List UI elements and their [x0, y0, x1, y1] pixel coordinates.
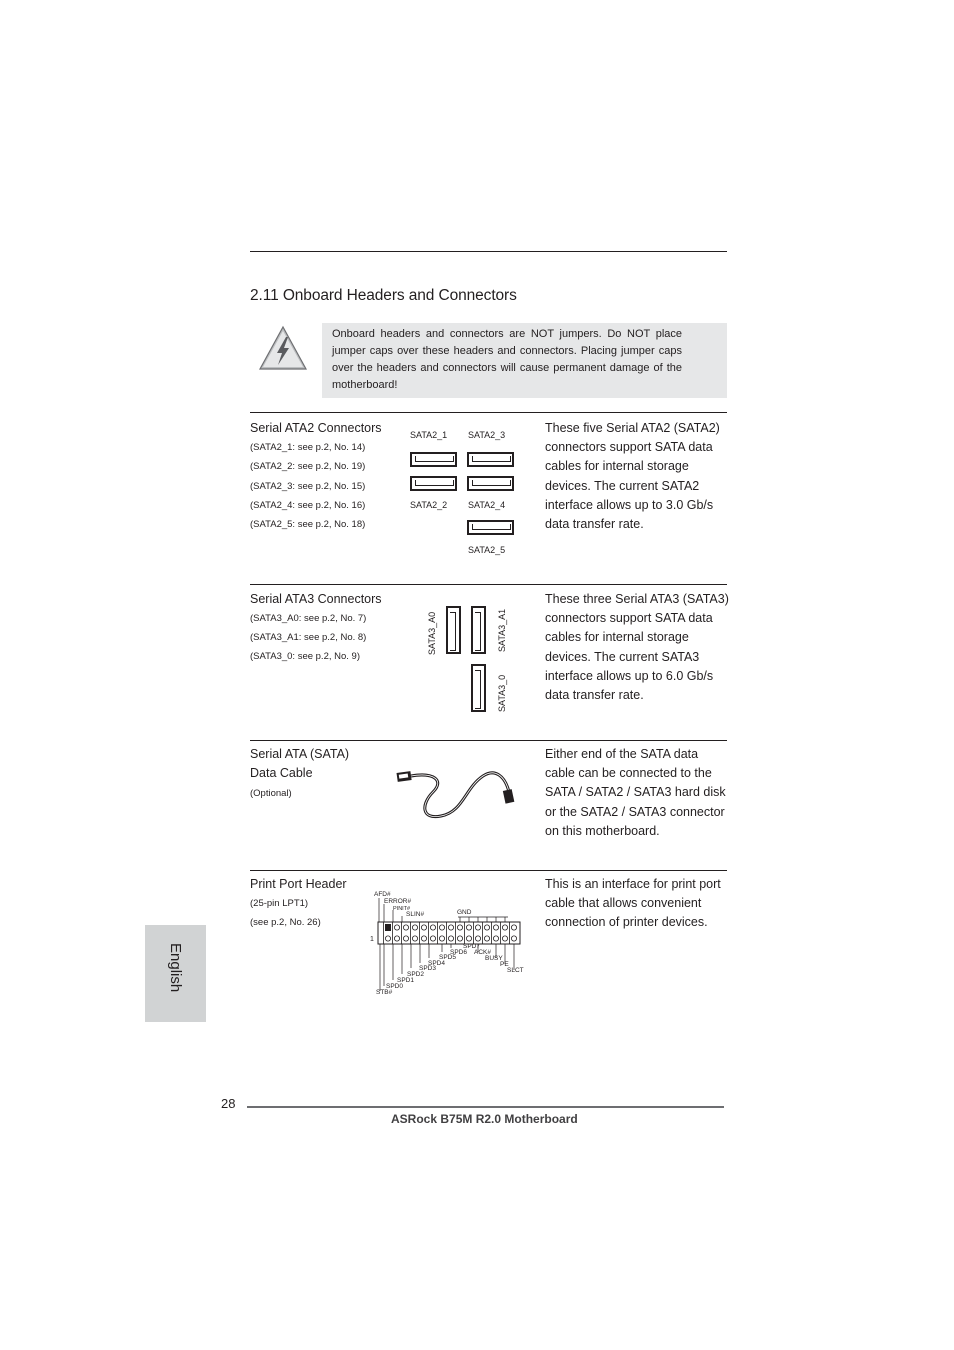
- pin-error: ERROR#: [384, 898, 412, 905]
- pin-spd2: SPD2: [407, 971, 424, 978]
- warning-text: Onboard headers and connectors are NOT jumpers. Do NOT place jumper caps over these headers and connectors. Placing jumper caps over the headers and connectors will cause permanent damage of the motherboard!: [332, 328, 682, 391]
- print-port-ref2: (see p.2, No. 26): [250, 917, 321, 928]
- pin-spd6: SPD6: [450, 949, 467, 956]
- sata3-a0-label: SATA3_A0: [427, 611, 437, 655]
- sata2-ref-4: (SATA2_4: see p.2, No. 16): [250, 500, 366, 511]
- print-port-pin-diagram: [368, 886, 528, 998]
- sata3-a1-connector: [471, 606, 486, 654]
- sata2-5-connector: [467, 520, 514, 535]
- sata3-a0-connector: [446, 606, 461, 654]
- sata3-a1-label: SATA3_A1: [497, 608, 507, 652]
- print-port-ref1: (25-pin LPT1): [250, 898, 309, 909]
- pin-spd4: SPD4: [428, 960, 445, 967]
- rule-sata3: [250, 584, 727, 585]
- warning-icon: [258, 325, 308, 371]
- sata2-4-label: SATA2_4: [468, 500, 506, 510]
- pin-one: 1: [370, 936, 374, 943]
- rule-cable: [250, 740, 727, 741]
- pin-pinit: PINIT#: [393, 906, 411, 912]
- sata2-title: Serial ATA2 Connectors: [250, 421, 382, 435]
- pin-spd5: SPD5: [439, 954, 456, 961]
- print-port-title: Print Port Header: [250, 877, 347, 891]
- pin-busy: BUSY: [485, 955, 503, 962]
- sata2-4-connector: [467, 476, 514, 491]
- language-tab: [145, 925, 206, 1022]
- pin-ack: ACK#: [474, 949, 491, 956]
- cable-description: Either end of the SATA data cable can be connected to the SATA / SATA2 / SATA3 hard disk or the SATA2 / SATA3 connector on this motherboard.: [545, 747, 726, 838]
- pin-spd1: SPD1: [397, 977, 414, 984]
- print-port-description: This is an interface for print port cable that allows convenient connection of printer devices.: [545, 877, 721, 930]
- sata2-5-label: SATA2_5: [468, 545, 506, 555]
- sata2-ref-5: (SATA2_5: see p.2, No. 18): [250, 519, 366, 530]
- sata2-3-label: SATA2_3: [468, 430, 506, 440]
- page-number: 28: [221, 1096, 236, 1111]
- section-title: 2.11 Onboard Headers and Connectors: [250, 287, 517, 304]
- sata3-ref-a0: (SATA3_A0: see p.2, No. 7): [250, 613, 367, 624]
- top-rule: [250, 251, 727, 252]
- sata2-3-connector: [467, 452, 514, 467]
- rule-sata2: [250, 412, 727, 413]
- footer-title: ASRock B75M R2.0 Motherboard: [391, 1112, 578, 1126]
- cable-title-line1: Serial ATA (SATA): [250, 747, 350, 761]
- sata2-1-label: SATA2_1: [410, 430, 448, 440]
- sata2-ref-2: (SATA2_2: see p.2, No. 19): [250, 461, 366, 472]
- sata2-2-label: SATA2_2: [410, 500, 448, 510]
- pin-afd: AFD#: [374, 891, 391, 898]
- pin-pe: PE: [500, 961, 509, 968]
- sata3-0-connector: [471, 664, 486, 712]
- pin-slct: SLCT: [507, 967, 524, 974]
- sata2-ref-3: (SATA2_3: see p.2, No. 15): [250, 481, 366, 492]
- sata3-ref-a1: (SATA3_A1: see p.2, No. 8): [250, 632, 367, 643]
- cable-note: (Optional): [250, 788, 292, 799]
- sata2-1-connector: [410, 452, 457, 467]
- sata3-title: Serial ATA3 Connectors: [250, 592, 382, 606]
- sata2-description: These five Serial ATA2 (SATA2) connectors support SATA data cables for internal storage devices. The current SATA2 interface allows up to 3.0 Gb/s data transfer rate.: [545, 421, 720, 532]
- language-tab-label: English: [167, 943, 184, 993]
- sata3-0-label: SATA3_0: [497, 674, 507, 712]
- warning-box: [250, 323, 727, 398]
- pin-gnd: GND: [457, 909, 472, 916]
- sata-cable-image: [393, 758, 518, 820]
- sata3-ref-0: (SATA3_0: see p.2, No. 9): [250, 651, 361, 662]
- pin-spd3: SPD3: [419, 965, 436, 972]
- footer-rule: [247, 1106, 724, 1108]
- pin-slin: SLIN#: [406, 911, 425, 918]
- sata2-ref-1: (SATA2_1: see p.2, No. 14): [250, 442, 366, 453]
- pin-stb: STB#: [376, 989, 393, 996]
- sata3-description: These three Serial ATA3 (SATA3) connectors support SATA data cables for internal storage devices. The current SATA3 interface allows up to 6.0 Gb/s data transfer rate.: [545, 592, 729, 703]
- pin-spd7: SPD7: [463, 943, 480, 950]
- rule-print-port: [250, 870, 727, 871]
- sata2-2-connector: [410, 476, 457, 491]
- pin-spd0: SPD0: [386, 983, 403, 990]
- cable-title-line2: Data Cable: [250, 766, 313, 780]
